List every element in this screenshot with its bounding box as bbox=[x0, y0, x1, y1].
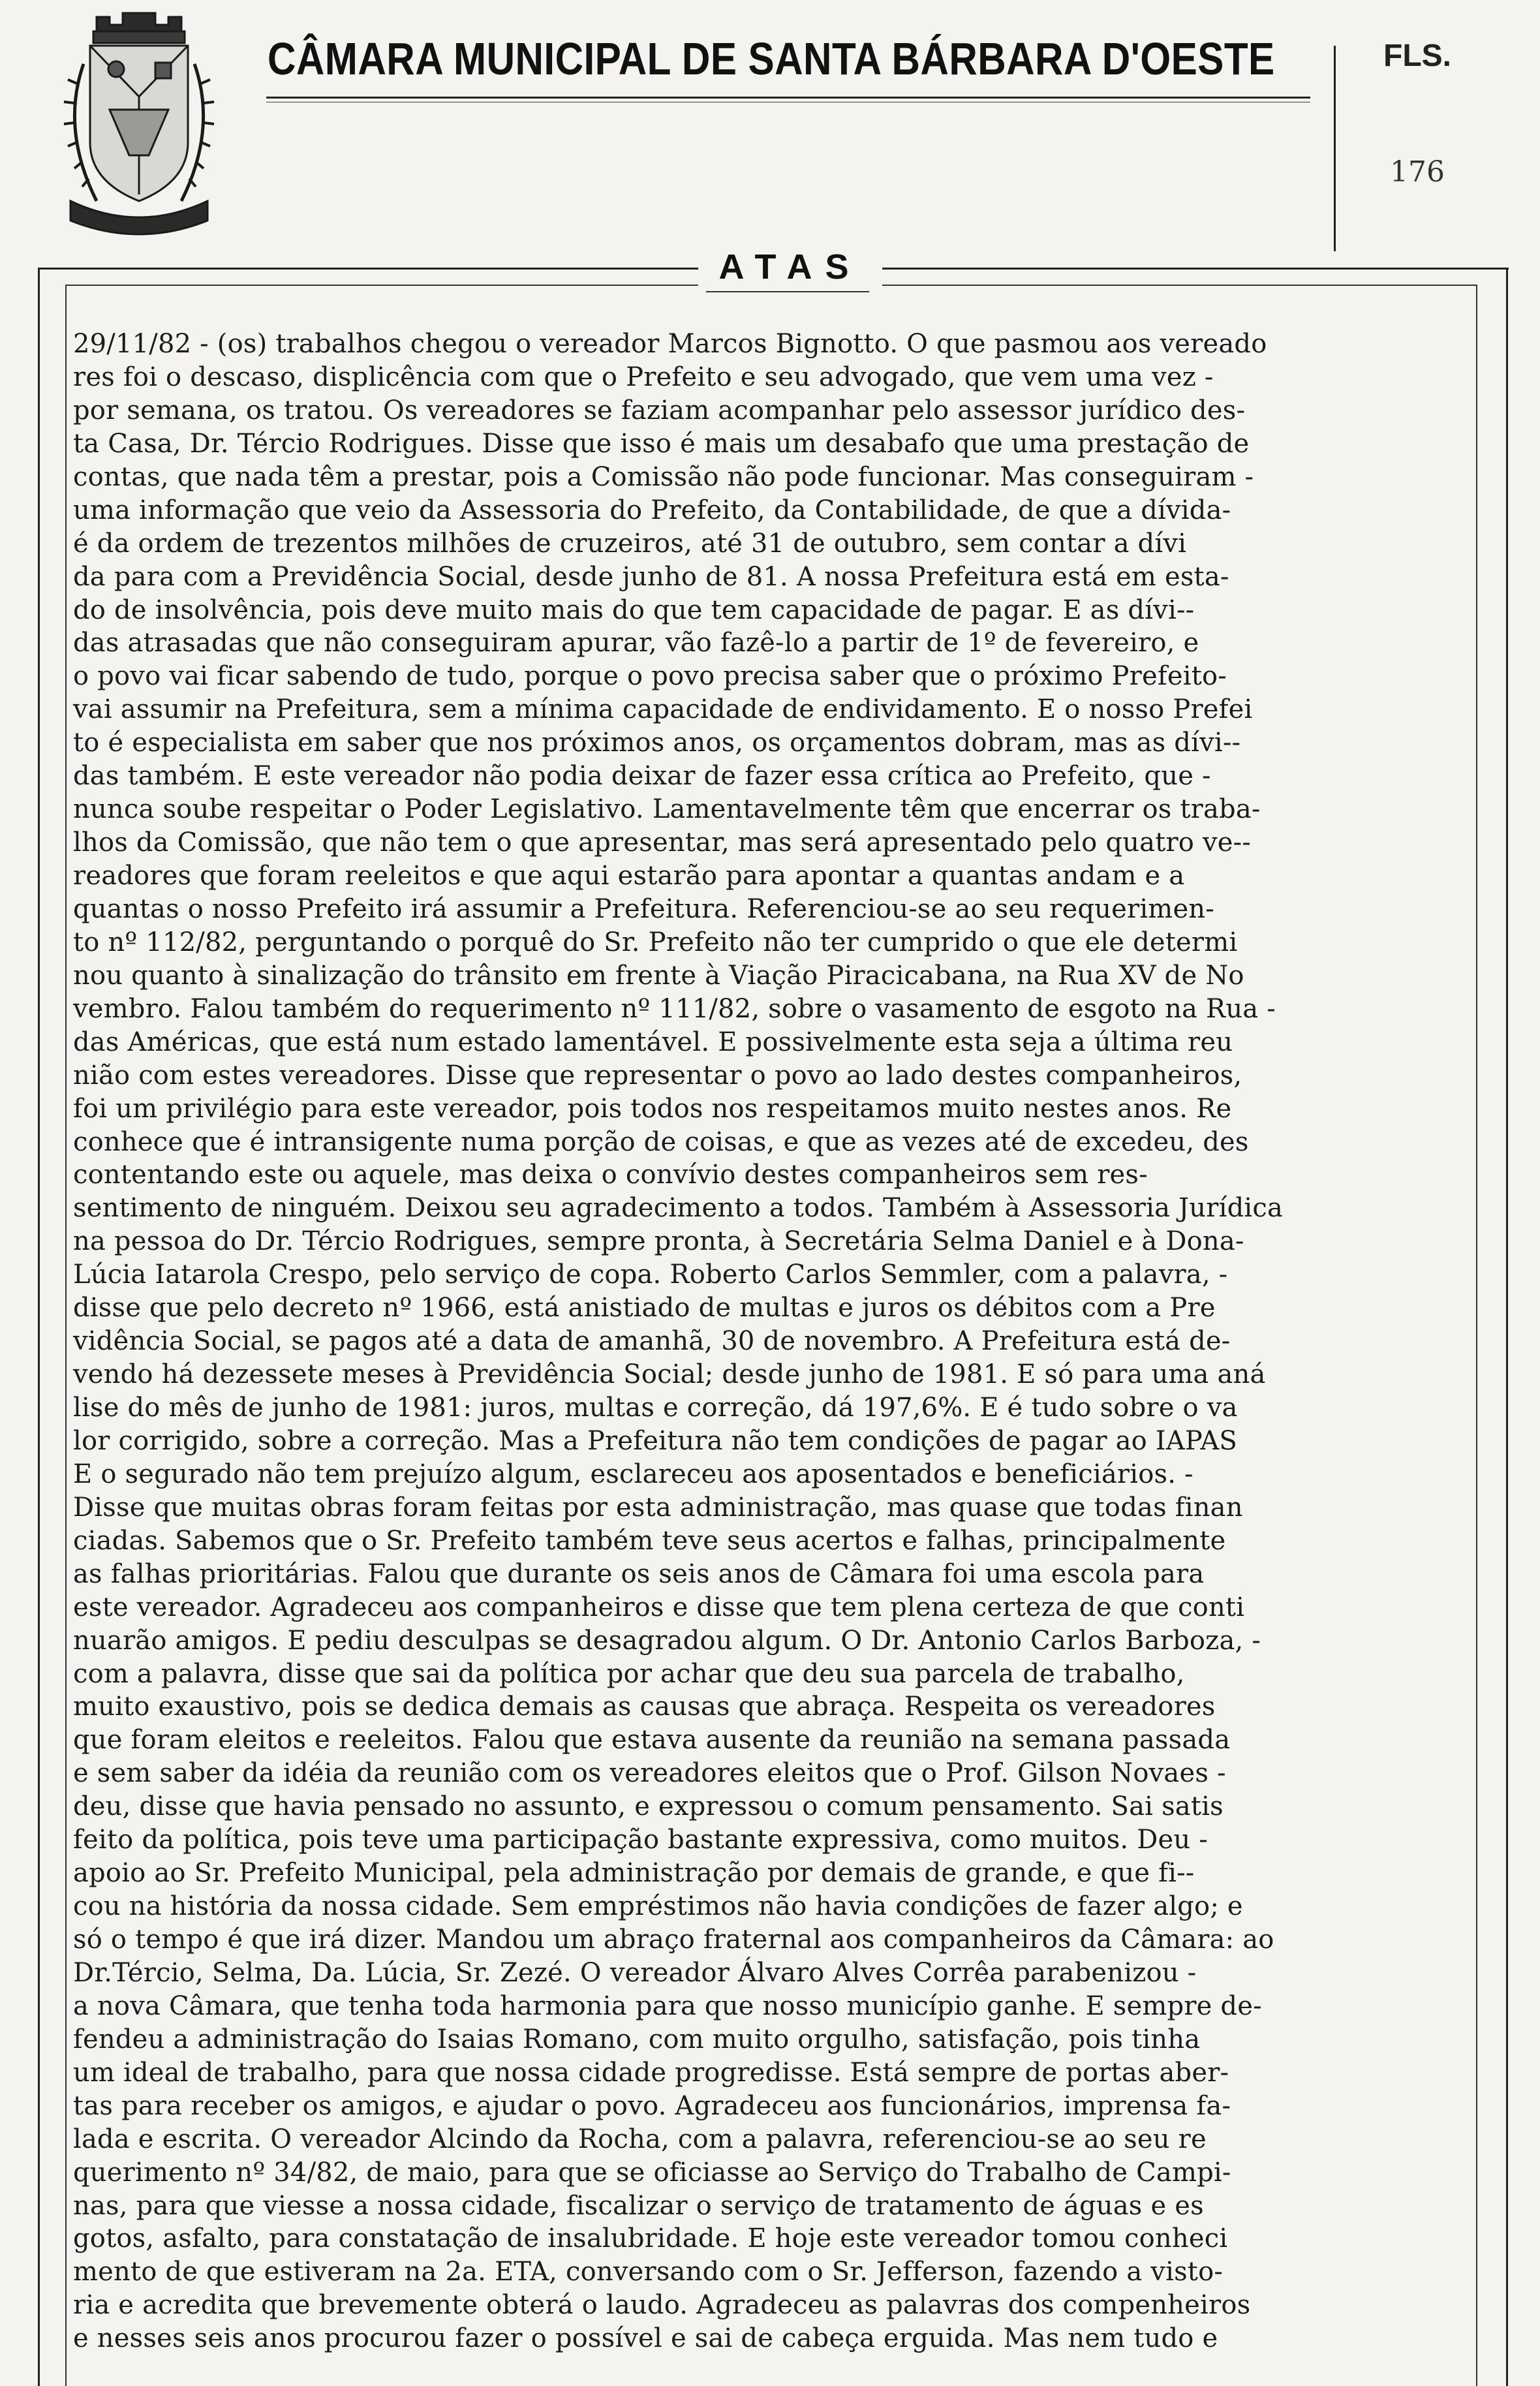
text-line: das Américas, que está num estado lamentável. E possivelmente esta seja a última reu bbox=[73, 1027, 1233, 1057]
text-line: nas, para que viesse a nossa cidade, fiscalizar o serviço de tratamento de águas e es bbox=[73, 2190, 1204, 2221]
page-number: 176 bbox=[1390, 155, 1445, 189]
left-margin-line bbox=[65, 285, 67, 2386]
text-line: lada e escrita. O vereador Alcindo da Rocha, com a palavra, referenciou-se ao seu re bbox=[73, 2124, 1207, 2154]
organization-title: CÂMARA MUNICIPAL DE SANTA BÁRBARA D'OESTE bbox=[268, 33, 1275, 84]
text-line: vai assumir na Prefeitura, sem a mínima capacidade de endividamento. E o nosso Prefei bbox=[73, 694, 1253, 725]
text-line: sentimento de ninguém. Deixou seu agradecimento a todos. Também à Assessoria Jurídica bbox=[73, 1193, 1284, 1224]
text-line: Dr.Tércio, Selma, Da. Lúcia, Sr. Zezé. O vereador Álvaro Alves Corrêa parabenizou - bbox=[73, 1957, 1197, 1988]
text-line: ta Casa, Dr. Tércio Rodrigues. Disse que isso é mais um desabafo que uma prestação de bbox=[73, 428, 1250, 459]
frame-top-right bbox=[882, 268, 1509, 270]
text-line: ciadas. Sabemos que o Sr. Prefeito também teve seus acertos e falhas, principalmente bbox=[73, 1525, 1226, 1556]
text-line: gotos, asfalto, para constatação de insalubridade. E hoje este vereador tomou conheci bbox=[73, 2223, 1228, 2254]
text-line: querimento nº 34/82, de maio, para que se oficiasse ao Serviço do Trabalho de Campi- bbox=[73, 2157, 1231, 2188]
text-line: ria e acredita que brevemente obterá o laudo. Agradeceu as palavras dos compenheiros bbox=[73, 2290, 1251, 2321]
text-line: cou na história da nossa cidade. Sem empréstimos não havia condições de fazer algo; e bbox=[73, 1891, 1243, 1922]
text-line: por semana, os tratou. Os vereadores se faziam acompanhar pelo assessor jurídico des- bbox=[73, 395, 1246, 426]
text-line: res foi o descaso, displicência com que o Prefeito e seu advogado, que vem uma vez - bbox=[73, 362, 1214, 392]
text-line: que foram eleitos e reeleitos. Falou que estava ausente da reunião na semana passada bbox=[73, 1725, 1231, 1756]
text-line: conhece que é intransigente numa porção de coisas, e que as vezes até de excedeu, des bbox=[73, 1126, 1249, 1157]
text-line: nião com estes vereadores. Disse que representar o povo ao lado destes companheiros, bbox=[73, 1060, 1242, 1091]
frame-left bbox=[38, 268, 40, 2386]
text-line: o povo vai ficar sabendo de tudo, porque o povo precisa saber que o próximo Prefeito- bbox=[73, 661, 1227, 692]
text-line: na pessoa do Dr. Tércio Rodrigues, sempre pronta, à Secretária Selma Daniel e à Dona- bbox=[73, 1226, 1244, 1257]
minutes-body bbox=[73, 328, 1476, 2355]
text-line: com a palavra, disse que sai da política por achar que deu sua parcela de trabalho, bbox=[73, 1658, 1185, 1689]
frame-inner-top-left bbox=[65, 285, 698, 286]
text-line: readores que foram reeleitos e que aqui estarão para apontar a quantas andam e a bbox=[73, 861, 1185, 891]
text-line: deu, disse que havia pensado no assunto, e expressou o comum pensamento. Sai satis bbox=[73, 1791, 1224, 1822]
text-line: to é especialista em saber que nos próximos anos, os orçamentos dobram, mas as dívi-- bbox=[73, 728, 1241, 758]
text-line: apoio ao Sr. Prefeito Municipal, pela administração por demais de grande, e que fi-- bbox=[73, 1858, 1195, 1889]
text-line: feito da política, pois teve uma participação bastante expressiva, como muitos. Deu - bbox=[73, 1825, 1208, 1855]
text-line: nuarão amigos. E pediu desculpas se desagradou algum. O Dr. Antonio Carlos Barboza, - bbox=[73, 1625, 1261, 1656]
text-line: lise do mês de junho de 1981: juros, multas e correção, dá 197,6%. E é tudo sobre o va bbox=[73, 1393, 1238, 1423]
text-line: vendo há dezessete meses à Previdência Social; desde junho de 1981. E só para uma aná bbox=[73, 1359, 1266, 1390]
text-line: lhos da Comissão, que não tem o que apresentar, mas será apresentado pelo quatro ve-- bbox=[73, 828, 1252, 858]
text-line: vidência Social, se pagos até a data de amanhã, 30 de novembro. A Prefeitura está de- bbox=[73, 1326, 1231, 1357]
text-line: Lúcia Iatarola Crespo, pelo serviço de copa. Roberto Carlos Semmler, com a palavra, - bbox=[73, 1260, 1228, 1290]
section-title: ATAS bbox=[718, 247, 862, 287]
text-line: disse que pelo decreto nº 1966, está anistiado de multas e juros os débitos com a Pre bbox=[73, 1293, 1216, 1324]
frame-right bbox=[1506, 268, 1508, 2386]
sheet-label: FLS. bbox=[1383, 39, 1451, 73]
text-line: Disse que muitas obras foram feitas por esta administração, mas quase que todas finan bbox=[73, 1492, 1243, 1523]
section-title-underline bbox=[706, 291, 869, 292]
text-line: do de insolvência, pois deve muito mais do que tem capacidade de pagar. E as dívi-- bbox=[73, 595, 1195, 625]
frame-top-left bbox=[38, 268, 698, 270]
header-divider bbox=[1334, 46, 1336, 251]
municipal-crest-icon bbox=[51, 5, 227, 247]
text-line: tas para receber os amigos, e ajudar o povo. Agradeceu aos funcionários, imprensa fa- bbox=[73, 2090, 1231, 2121]
text-line: mento de que estiveram na 2a. ETA, conversando com o Sr. Jefferson, fazendo a visto- bbox=[73, 2257, 1224, 2287]
text-line: as falhas prioritárias. Falou que durante os seis anos de Câmara foi uma escola para bbox=[73, 1558, 1205, 1589]
text-line: e nesses seis anos procurou fazer o possível e sai de cabeça erguida. Mas nem tudo e bbox=[73, 2323, 1218, 2354]
text-line: nunca soube respeitar o Poder Legislativo. Lamentavelmente têm que encerrar os traba- bbox=[73, 794, 1261, 825]
text-line: da para com a Previdência Social, desde junho de 81. A nossa Prefeitura está em esta- bbox=[73, 561, 1229, 592]
text-line: vembro. Falou também do requerimento nº 111/82, sobre o vasamento de esgoto na Rua - bbox=[73, 993, 1276, 1024]
text-line: das também. E este vereador não podia deixar de fazer essa crítica ao Prefeito, que - bbox=[73, 761, 1211, 792]
text-line: contas, que nada têm a prestar, pois a Comissão não pode funcionar. Mas conseguiram - bbox=[73, 461, 1254, 492]
text-line: só o tempo é que irá dizer. Mandou um abraço fraternal aos companheiros da Câmara: ao bbox=[73, 1925, 1274, 1955]
text-line: quantas o nosso Prefeito irá assumir a Prefeitura. Referenciou-se ao seu requerimen- bbox=[73, 893, 1214, 924]
right-margin-line bbox=[1476, 285, 1477, 2386]
text-line: uma informação que veio da Assessoria do Prefeito, da Contabilidade, de que a dívida- bbox=[73, 495, 1231, 525]
text-line: 29/11/82 - (os) trabalhos chegou o vereador Marcos Bignotto. O que pasmou aos vereado bbox=[73, 329, 1267, 359]
text-line: lor corrigido, sobre a correção. Mas a Prefeitura não tem condições de pagar ao IAPAS bbox=[73, 1425, 1238, 1456]
text-line: um ideal de trabalho, para que nossa cidade progredisse. Está sempre de portas aber- bbox=[73, 2057, 1229, 2088]
text-line: e sem saber da idéia da reunião com os vereadores eleitos que o Prof. Gilson Novaes - bbox=[73, 1758, 1226, 1789]
text-line: to nº 112/82, perguntando o porquê do Sr. Prefeito não ter cumprido o que ele determi bbox=[73, 927, 1238, 957]
text-line: das atrasadas que não conseguiram apurar, vão fazê-lo a partir de 1º de fevereiro, e bbox=[73, 628, 1199, 658]
title-rule bbox=[266, 97, 1310, 99]
text-line: nou quanto à sinalização do trânsito em frente à Viação Piracicabana, na Rua XV de No bbox=[73, 960, 1244, 991]
text-line: fendeu a administração do Isaias Romano, com muito orgulho, satisfação, pois tinha bbox=[73, 2024, 1201, 2054]
text-line: E o segurado não tem prejuízo algum, esclareceu aos aposentados e beneficiários. - bbox=[73, 1459, 1194, 1489]
text-line: contentando este ou aquele, mas deixa o convívio destes companheiros sem res- bbox=[73, 1160, 1148, 1190]
text-line: é da ordem de trezentos milhões de cruzeiros, até 31 de outubro, sem contar a dívi bbox=[73, 528, 1187, 559]
text-line: foi um privilégio para este vereador, pois todos nos respeitamos muito nestes anos. Re bbox=[73, 1093, 1232, 1124]
frame-inner-top-right bbox=[882, 285, 1476, 286]
text-line: muito exaustivo, pois se dedica demais as causas que abraça. Respeita os vereadores bbox=[73, 1692, 1216, 1722]
text-line: este vereador. Agradeceu aos companheiros e disse que tem plena certeza de que conti bbox=[73, 1592, 1245, 1622]
text-line: a nova Câmara, que tenha toda harmonia para que nosso município ganhe. E sempre de- bbox=[73, 1991, 1262, 2021]
